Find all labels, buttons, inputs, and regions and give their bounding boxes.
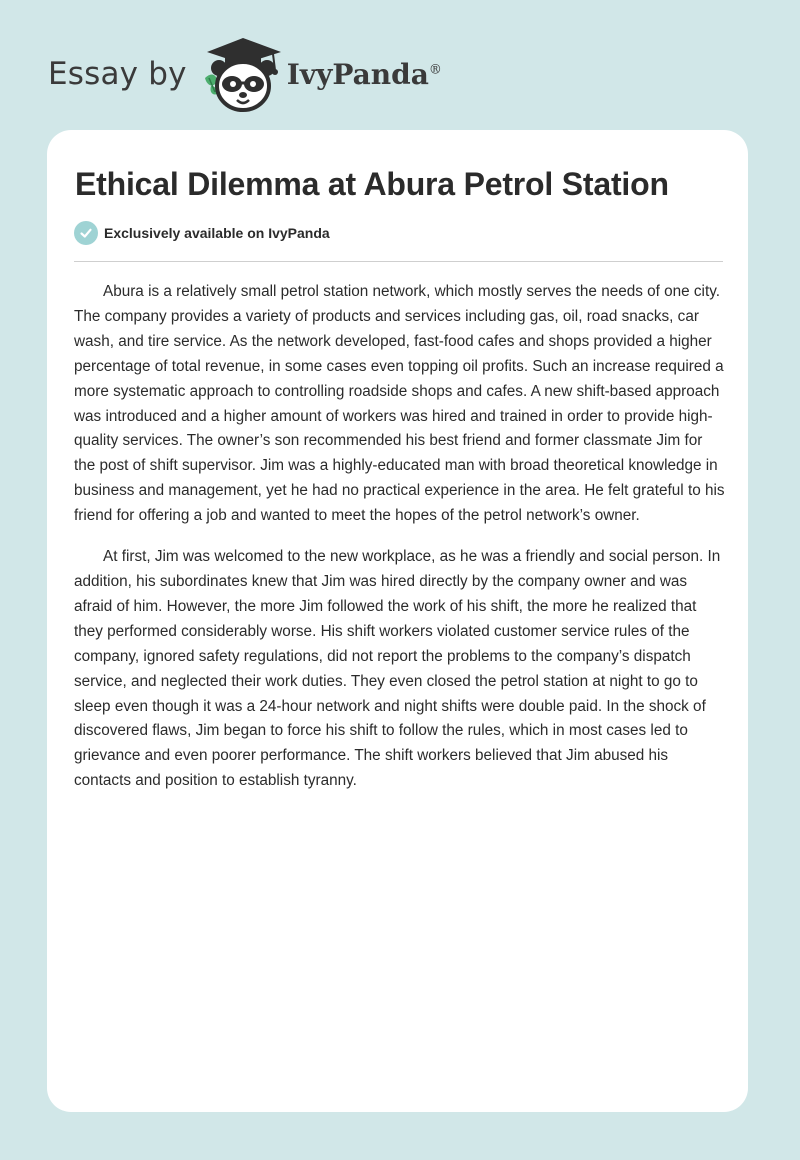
title-divider bbox=[74, 261, 723, 262]
brand-header bbox=[48, 34, 442, 114]
exclusive-badge bbox=[74, 221, 330, 245]
essay-body bbox=[74, 280, 726, 810]
paragraph: At first, Jim was welcomed to the new workplace, as he was a friendly and social person. In addition, his subordinates knew that Jim was hired directly by the company owner and was afraid of him. However, the more Jim followed the work of his shift, the more he realized that they performed considerably worse. His shift workers violated customer service rules of the company, ignored safety regulations, did not report the problems to the company’s dispatch service, and neglected their work duties. They even closed the petrol station at night to go to sleep even though it was a 24-hour network and night shifts were double paid. In the shock of discovered flaws, Jim began to force his shift to follow the rules, which in most cases led to grievance and even poorer performance. The shift workers believed that Jim abused his contacts and position to establish tyranny. bbox=[74, 548, 721, 790]
brand-name-text: IvyPanda bbox=[286, 57, 429, 91]
registered-mark: ® bbox=[428, 62, 442, 78]
essay-card bbox=[47, 130, 748, 1112]
brand-name bbox=[287, 58, 442, 91]
exclusive-badge-label: Exclusively available on IvyPanda bbox=[104, 225, 330, 241]
essay-title: Ethical Dilemma at Abura Petrol Station bbox=[75, 166, 669, 202]
brand-prefix: Essay by bbox=[48, 56, 187, 92]
check-circle-icon bbox=[74, 221, 98, 245]
paragraph: Abura is a relatively small petrol station network, which mostly serves the needs of one city. The company provides a variety of products and services including gas, oil, road snacks, car wash, and tire service. As the network developed, fast-food cafes and shops provided a higher percentage of total revenue, in some cases even topping oil profits. Such an increase required a more systematic approach to controlling roadside shops and cafes. A new shift-based approach was introduced and a higher amount of workers was hired and trained in order to provide high-quality services. The owner’s son recommended his best friend and former classmate Jim for the post of shift supervisor. Jim was a highly-educated man with broad theoretical knowledge in business and management, yet he had no practical experience in the area. He felt grateful to his friend for offering a job and wanted to meet the hopes of the petrol network’s owner. bbox=[74, 283, 725, 525]
panda-graduate-logo-icon bbox=[201, 34, 285, 114]
